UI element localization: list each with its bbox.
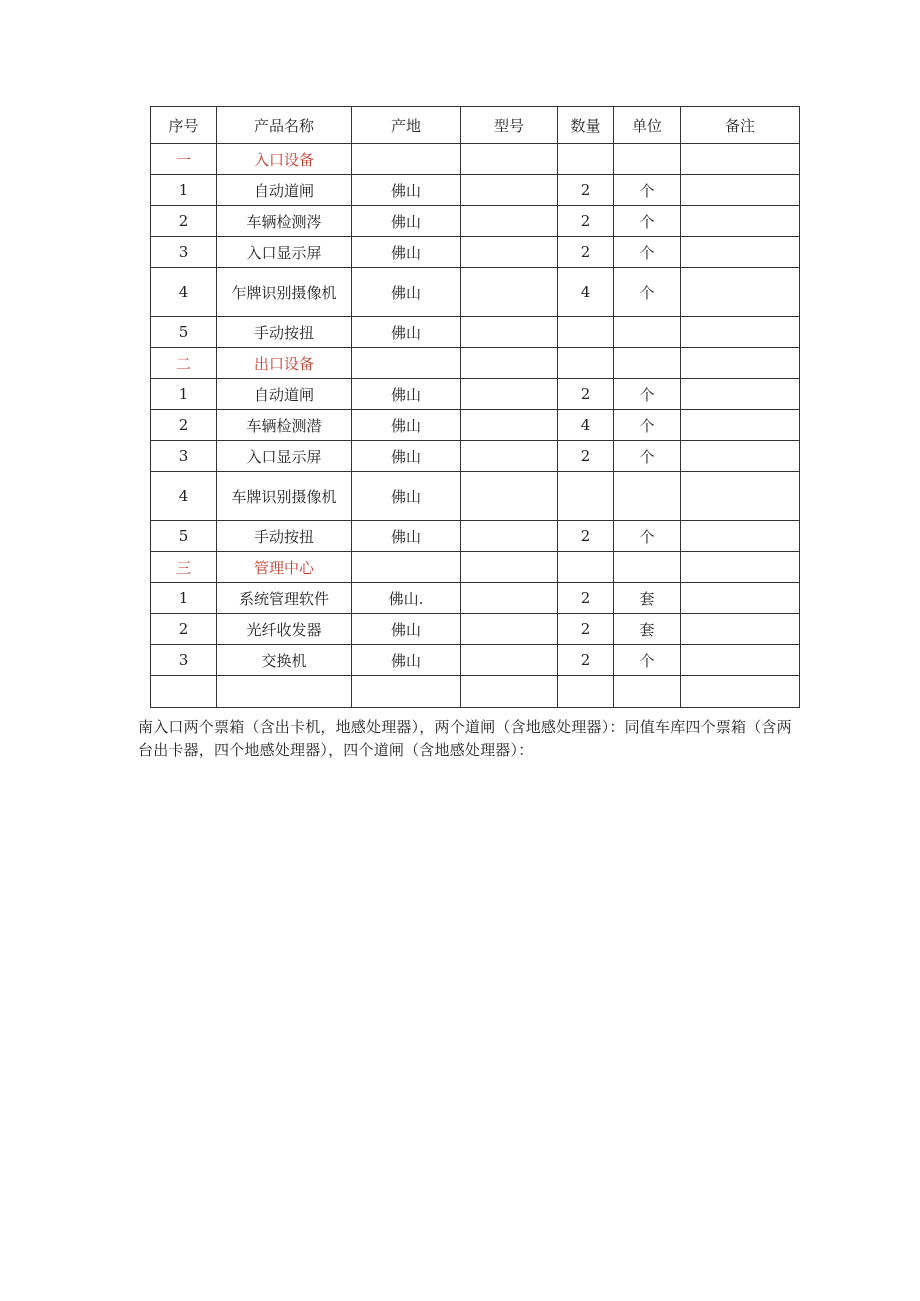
cell-origin: 佛山 [352,175,461,206]
cell-unit: 个 [614,410,681,441]
cell-remark [681,410,800,441]
cell-model [461,268,558,317]
cell-name: 光纤收发器 [217,614,352,645]
table-row [151,268,800,317]
header-no: 序号 [151,107,217,144]
cell-qty: 2 [558,645,614,676]
cell-model [461,521,558,552]
cell-name: 交换机 [217,645,352,676]
cell-no: 3 [151,441,217,472]
cell-name: 入口显示屏 [217,441,352,472]
cell-origin: 佛山 [352,317,461,348]
table-row [151,441,800,472]
cell-model [461,237,558,268]
cell-qty [558,552,614,583]
cell-no: 二 [151,348,217,379]
table-row [151,614,800,645]
cell-origin: 佛山 [352,206,461,237]
cell-remark [681,268,800,317]
cell-unit [614,676,681,708]
cell-remark [681,144,800,175]
table-row [151,583,800,614]
header-row [151,107,800,144]
cell-model [461,379,558,410]
cell-unit [614,472,681,521]
cell-remark [681,441,800,472]
cell-remark [681,676,800,708]
cell-name: 乍牌识别摄像机 [217,268,352,317]
cell-model [461,552,558,583]
cell-qty: 2 [558,379,614,410]
cell-qty: 4 [558,268,614,317]
cell-no: 3 [151,645,217,676]
cell-model [461,472,558,521]
cell-unit: 个 [614,645,681,676]
header-origin: 产地 [352,107,461,144]
cell-no: 1 [151,583,217,614]
cell-unit: 个 [614,379,681,410]
header-qty: 数量 [558,107,614,144]
cell-name: 出口设备 [217,348,352,379]
cell-model [461,645,558,676]
cell-qty: 4 [558,410,614,441]
cell-qty [558,676,614,708]
cell-qty: 2 [558,614,614,645]
cell-qty: 2 [558,583,614,614]
cell-no: 4 [151,268,217,317]
cell-remark [681,348,800,379]
cell-unit: 个 [614,268,681,317]
equipment-table [150,106,800,708]
cell-unit: 个 [614,175,681,206]
note-paragraph: 南入口两个票箱（含出卡机，地感处理器），两个道闸（含地感处理器）：同值车库四个票箱（含两台出卡器，四个地感处理器），四个道闸（含地感处理器）： [138,718,792,759]
cell-no: 1 [151,379,217,410]
cell-name: 自动道闸 [217,175,352,206]
cell-unit: 个 [614,441,681,472]
cell-remark [681,521,800,552]
table-row [151,206,800,237]
cell-unit: 个 [614,521,681,552]
cell-origin: 佛山 [352,645,461,676]
cell-qty: 2 [558,441,614,472]
table-row [151,410,800,441]
cell-origin [352,144,461,175]
cell-no: 2 [151,410,217,441]
cell-unit [614,144,681,175]
cell-model [461,410,558,441]
cell-qty: 2 [558,175,614,206]
cell-origin: 佛山 [352,237,461,268]
cell-name: 手动按扭 [217,317,352,348]
cell-no: 1 [151,175,217,206]
table-row [151,237,800,268]
cell-origin: 佛山 [352,521,461,552]
cell-name: 入口设备 [217,144,352,175]
cell-no: 一 [151,144,217,175]
cell-origin: 佛山 [352,614,461,645]
cell-qty: 2 [558,521,614,552]
section-row [151,348,800,379]
cell-remark [681,645,800,676]
cell-name: 车辆检测涔 [217,206,352,237]
cell-no [151,676,217,708]
section-row [151,552,800,583]
table-row [151,472,800,521]
cell-name: 车辆检测潜 [217,410,352,441]
cell-origin [352,676,461,708]
cell-name [217,676,352,708]
blank-row [151,676,800,708]
cell-origin: 佛山. [352,583,461,614]
header-model: 型号 [461,107,558,144]
cell-name: 入口显示屏 [217,237,352,268]
cell-remark [681,175,800,206]
cell-origin: 佛山 [352,268,461,317]
cell-unit [614,552,681,583]
cell-origin [352,552,461,583]
cell-model [461,676,558,708]
cell-model [461,317,558,348]
table-row [151,645,800,676]
cell-no: 3 [151,237,217,268]
cell-origin: 佛山 [352,379,461,410]
cell-unit [614,317,681,348]
cell-qty [558,144,614,175]
header-remark: 备注 [681,107,800,144]
cell-no: 5 [151,521,217,552]
cell-model [461,614,558,645]
cell-no: 2 [151,614,217,645]
cell-model [461,348,558,379]
cell-remark [681,317,800,348]
header-unit: 单位 [614,107,681,144]
cell-remark [681,472,800,521]
cell-remark [681,552,800,583]
cell-no: 4 [151,472,217,521]
cell-origin [352,348,461,379]
cell-unit [614,348,681,379]
cell-name: 管理中心 [217,552,352,583]
cell-name: 手动按扭 [217,521,352,552]
table-row [151,175,800,206]
cell-qty [558,348,614,379]
cell-unit: 个 [614,237,681,268]
cell-model [461,206,558,237]
cell-name: 车牌识别摄像机 [217,472,352,521]
table-row [151,521,800,552]
cell-no: 5 [151,317,217,348]
cell-remark [681,583,800,614]
cell-name: 系统管理软件 [217,583,352,614]
cell-unit: 个 [614,206,681,237]
cell-unit: 套 [614,614,681,645]
cell-remark [681,237,800,268]
header-name: 产品名称 [217,107,352,144]
cell-model [461,175,558,206]
cell-remark [681,206,800,237]
cell-origin: 佛山 [352,441,461,472]
table-row [151,379,800,410]
cell-no: 三 [151,552,217,583]
cell-model [461,144,558,175]
cell-name: 自动道闸 [217,379,352,410]
cell-model [461,441,558,472]
table-row [151,317,800,348]
cell-remark [681,614,800,645]
section-row [151,144,800,175]
cell-no: 2 [151,206,217,237]
cell-qty: 2 [558,206,614,237]
cell-model [461,583,558,614]
cell-qty [558,472,614,521]
cell-qty [558,317,614,348]
cell-remark [681,379,800,410]
cell-unit: 套 [614,583,681,614]
cell-origin: 佛山 [352,410,461,441]
equipment-table-body [151,107,800,708]
cell-origin: 佛山 [352,472,461,521]
cell-qty: 2 [558,237,614,268]
